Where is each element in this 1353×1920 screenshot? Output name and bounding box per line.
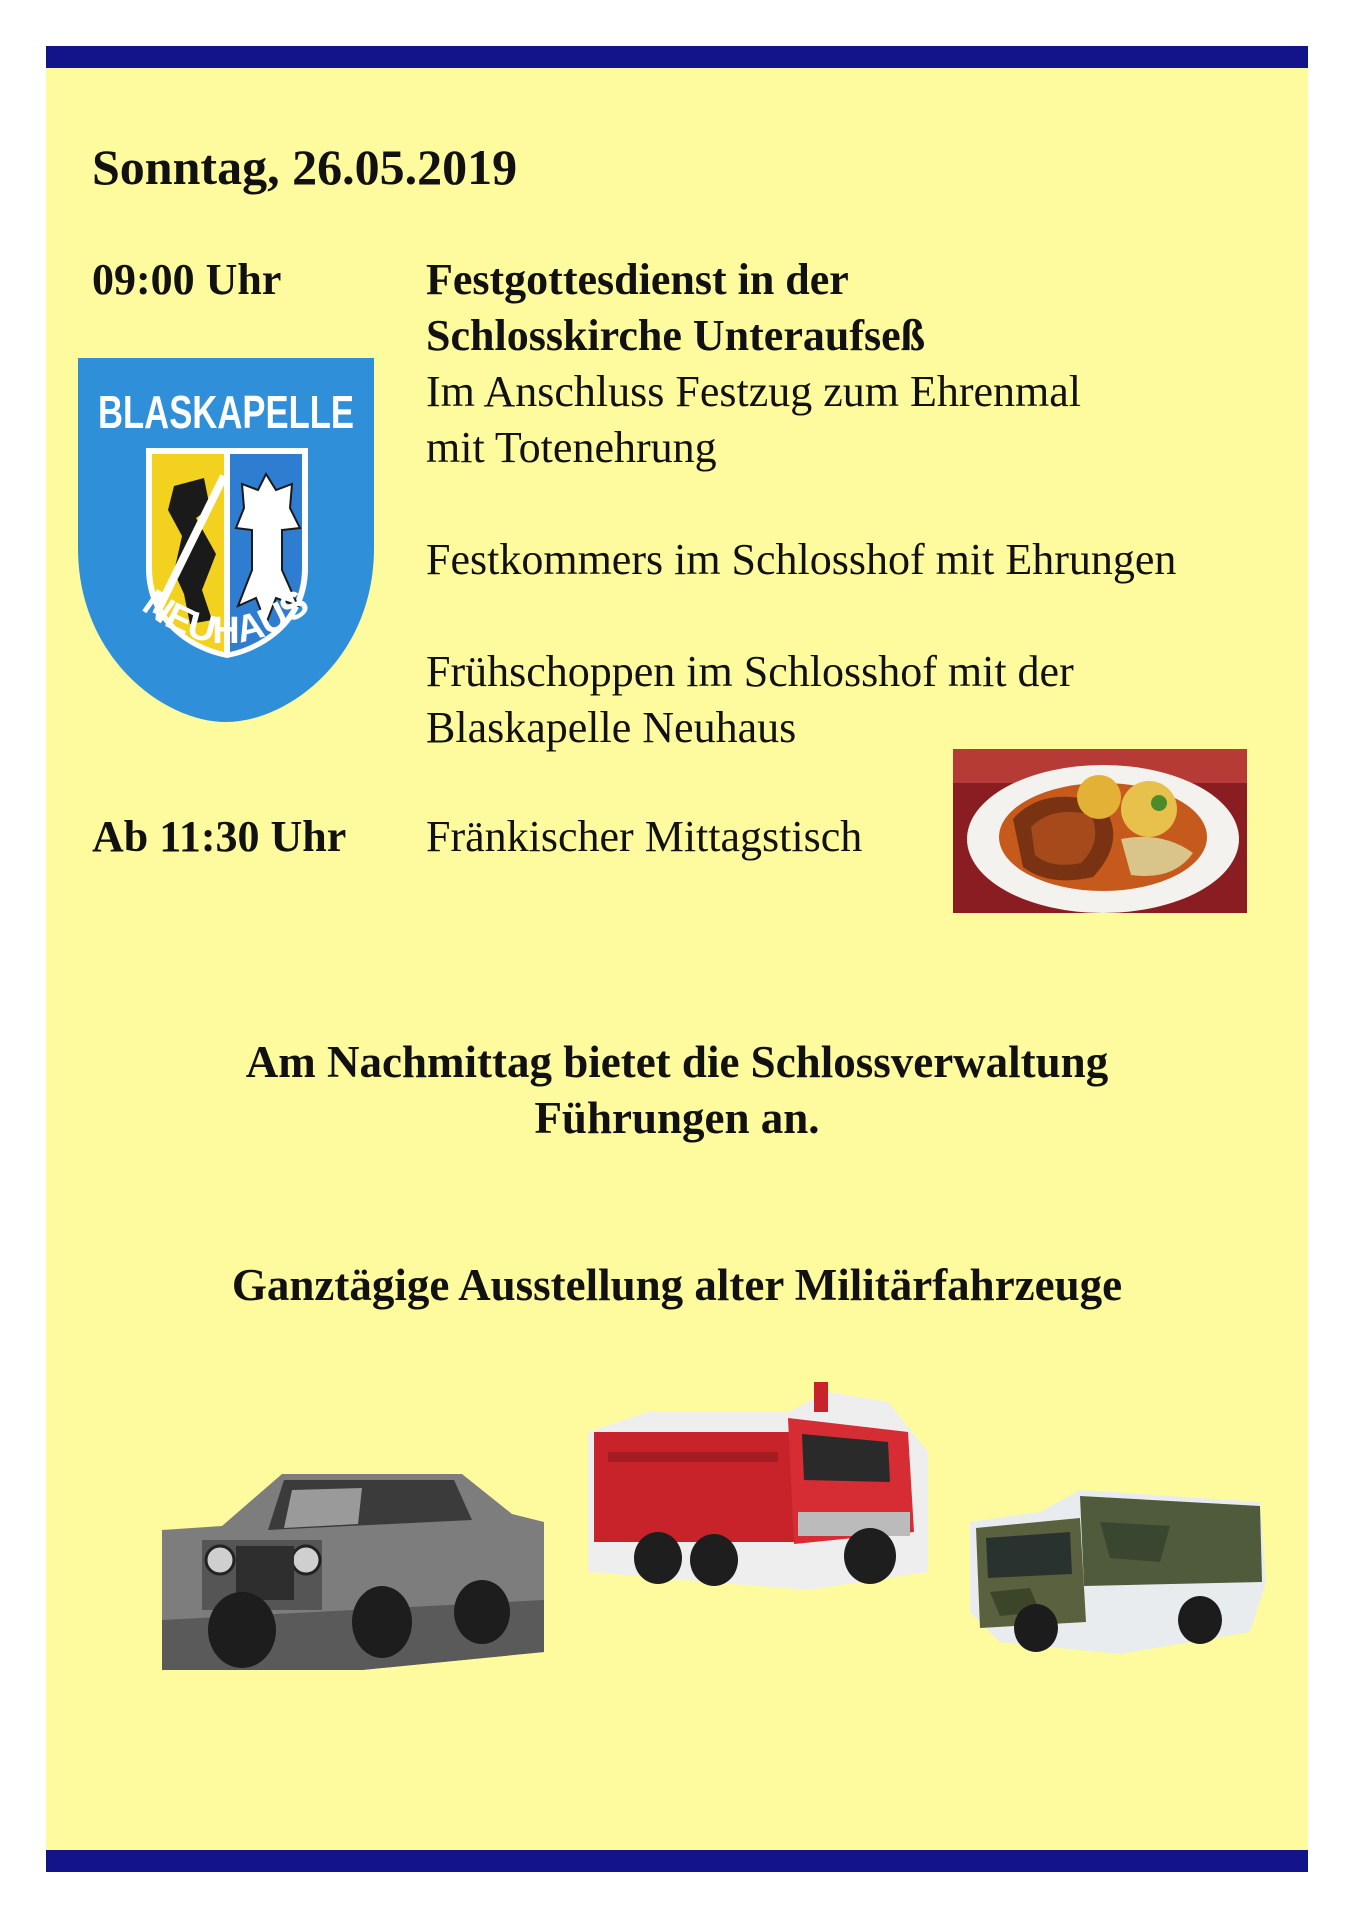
exhibition-heading: Ganztägige Ausstellung alter Militärfahrzeuge [231,1260,1123,1310]
notice-line1: Am Nachmittag bietet die Schlossverwaltung [245,1037,1109,1087]
camouflage-military-truck-photo [970,1482,1266,1654]
top-border-bar [46,46,1308,68]
time-0900: 09:00 Uhr [92,255,282,304]
bottom-border-bar [46,1850,1308,1872]
plate-of-pork-knuckle-photo [953,749,1247,913]
blaskapelle-neuhaus-logo [78,358,374,722]
event-festzug-line2: mit Totenehrung [426,423,717,472]
event-mittagstisch: Fränkischer Mittagstisch [426,812,863,861]
event-fruehschoppen-line1: Frühschoppen im Schlosshof mit der [426,647,1074,696]
notice-line2: Führungen an. [534,1093,820,1143]
event-festgottesdienst-line2: Schlosskirche Unteraufseß [426,311,926,360]
date-heading: Sonntag, 26.05.2019 [92,139,518,195]
event-festkommers: Festkommers im Schlosshof mit Ehrungen [426,535,1177,584]
event-festgottesdienst-line1: Festgottesdienst in der [426,255,849,304]
red-fire-truck-photo [588,1372,928,1590]
event-fruehschoppen-line2: Blaskapelle Neuhaus [426,703,797,752]
time-1130: Ab 11:30 Uhr [92,812,347,861]
logo-top-text: BLASKAPELLE [98,386,354,438]
event-festzug-line1: Im Anschluss Festzug zum Ehrenmal [426,367,1082,416]
grey-military-jeep-photo [162,1430,544,1670]
logo-bottom-text: NEUHAUS [135,581,317,652]
